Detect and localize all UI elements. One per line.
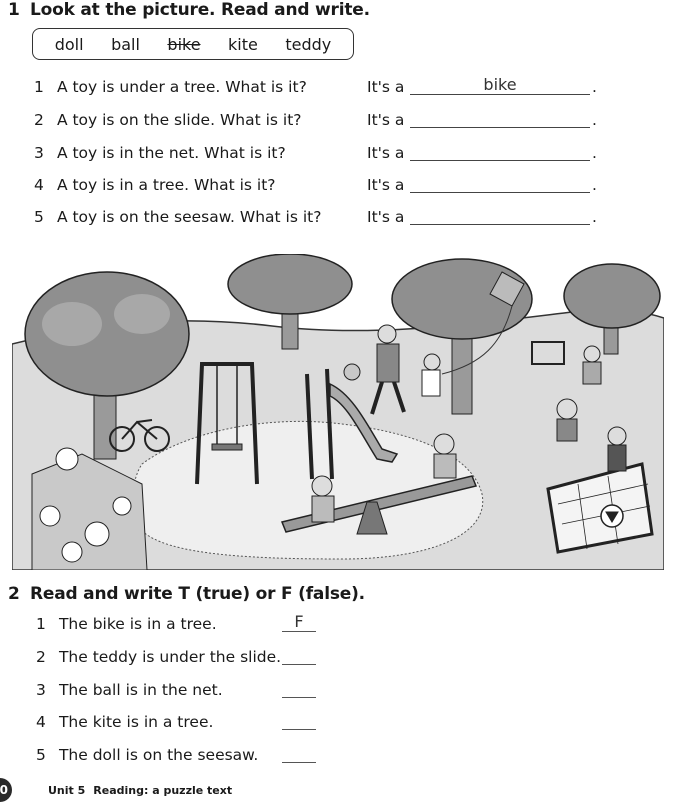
statement-4-row	[36, 713, 336, 737]
unit-label: Unit 5	[48, 784, 86, 797]
exercise-1-number: 1	[8, 0, 20, 20]
statement-number: 3	[36, 681, 46, 699]
statement-3-row	[36, 681, 336, 705]
question-3-row	[34, 144, 654, 168]
exercise-2-number: 2	[8, 584, 20, 604]
question-5-row	[34, 208, 654, 232]
answer-line	[282, 697, 316, 698]
statement-number: 2	[36, 648, 46, 666]
answer-line	[282, 762, 316, 763]
question-1-row	[34, 75, 654, 102]
question-text: A toy is in a tree. What is it?	[56, 176, 276, 194]
statement-number: 4	[36, 713, 46, 731]
exercise-2-heading	[8, 584, 365, 604]
full-stop: .	[592, 78, 597, 96]
answer-field[interactable]: bike	[483, 75, 517, 94]
answer-line	[282, 631, 316, 632]
word-doll: doll	[54, 34, 84, 54]
answer-line	[282, 664, 316, 665]
park-illustration	[12, 254, 664, 570]
question-number: 4	[34, 176, 44, 194]
question-4-row	[34, 176, 654, 200]
word-kite: kite	[228, 34, 258, 54]
statement-text: The ball is in the net.	[58, 681, 223, 699]
question-text: A toy is in the net. What is it?	[56, 144, 286, 162]
exercise-2-title: Read and write T (true) or F (false).	[30, 584, 365, 604]
statement-5-row	[36, 746, 336, 770]
answer-line	[410, 224, 590, 225]
statement-number: 5	[36, 746, 46, 764]
answer-line	[410, 127, 590, 128]
word-ball: ball	[111, 34, 140, 54]
answer-line	[410, 192, 590, 193]
answer-prefix: It's a	[367, 176, 405, 194]
question-number: 1	[34, 78, 44, 96]
page-number: 0	[0, 778, 12, 802]
question-text: A toy is on the slide. What is it?	[56, 111, 302, 129]
statement-text: The teddy is under the slide.	[58, 648, 282, 666]
exercise-1-title: Look at the picture. Read and write.	[30, 0, 370, 20]
word-box	[32, 28, 354, 60]
statement-text: The doll is on the seesaw.	[58, 746, 259, 764]
statement-2-row	[36, 648, 336, 672]
question-number: 2	[34, 111, 44, 129]
answer-line	[410, 94, 590, 95]
statement-text: The kite is in a tree.	[58, 713, 214, 731]
full-stop: .	[592, 208, 597, 226]
question-number: 5	[34, 208, 44, 226]
full-stop: .	[592, 176, 597, 194]
answer-prefix: It's a	[367, 111, 405, 129]
statement-number: 1	[36, 615, 46, 633]
statement-text: The bike is in a tree.	[58, 615, 217, 633]
statement-1-row	[36, 612, 336, 639]
question-2-row	[34, 111, 654, 135]
word-bike-crossed: bike	[167, 34, 201, 54]
answer-prefix: It's a	[367, 144, 405, 162]
question-number: 3	[34, 144, 44, 162]
answer-prefix: It's a	[367, 78, 405, 96]
section-label: Reading: a puzzle text	[93, 784, 233, 797]
exercise-1-heading	[8, 0, 370, 20]
question-text: A toy is under a tree. What is it?	[56, 78, 307, 96]
true-false-field[interactable]: F	[294, 612, 304, 631]
answer-prefix: It's a	[367, 208, 405, 226]
answer-line	[282, 729, 316, 730]
word-teddy: teddy	[285, 34, 332, 54]
full-stop: .	[592, 111, 597, 129]
full-stop: .	[592, 144, 597, 162]
question-text: A toy is on the seesaw. What is it?	[56, 208, 322, 226]
answer-line	[410, 160, 590, 161]
